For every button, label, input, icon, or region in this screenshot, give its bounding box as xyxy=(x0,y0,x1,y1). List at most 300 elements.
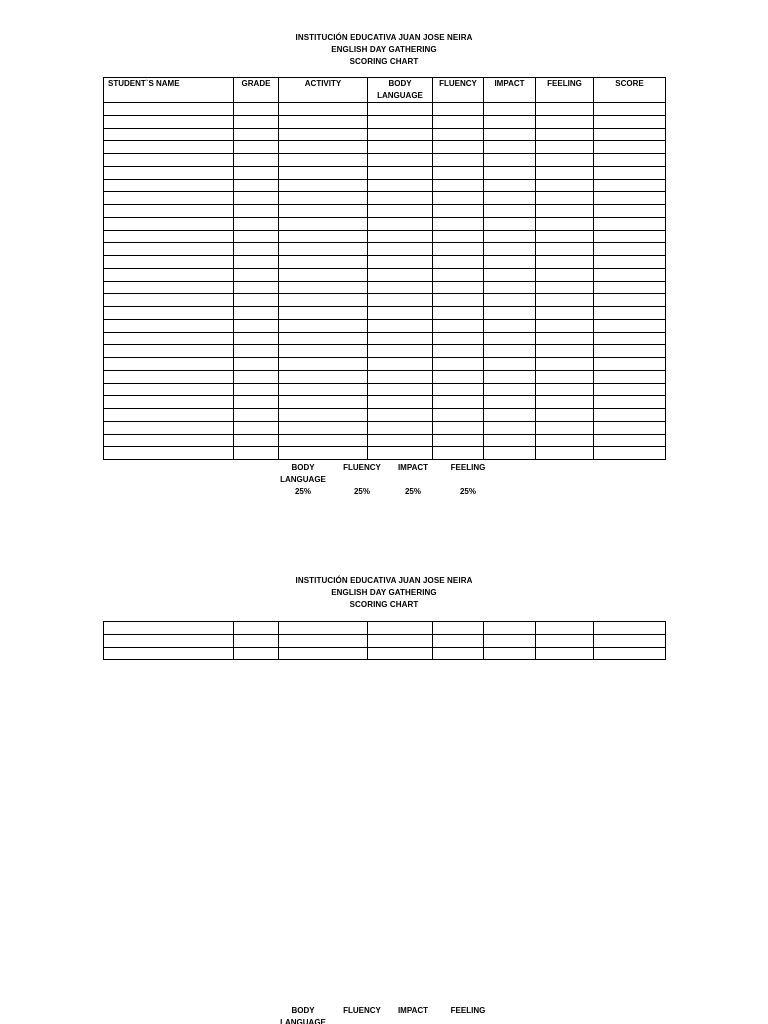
table-cell[interactable] xyxy=(536,141,594,154)
table-cell[interactable] xyxy=(234,307,279,320)
table-cell[interactable] xyxy=(279,396,368,409)
table-cell[interactable] xyxy=(484,345,536,358)
table-cell[interactable] xyxy=(104,307,234,320)
table-cell[interactable] xyxy=(484,647,536,660)
table-cell[interactable] xyxy=(279,103,368,116)
table-cell[interactable] xyxy=(536,319,594,332)
table-cell[interactable] xyxy=(234,647,279,660)
table-cell[interactable] xyxy=(104,647,234,660)
table-cell[interactable] xyxy=(536,332,594,345)
table-cell[interactable] xyxy=(484,217,536,230)
weight-pct-body: 25% xyxy=(294,487,311,496)
table-cell[interactable] xyxy=(484,358,536,371)
table-cell[interactable] xyxy=(594,128,666,141)
table-cell[interactable] xyxy=(368,103,433,116)
table-cell[interactable] xyxy=(536,634,594,647)
table-cell[interactable] xyxy=(433,634,484,647)
table-cell[interactable] xyxy=(279,230,368,243)
table-cell[interactable] xyxy=(368,332,433,345)
table-cell[interactable] xyxy=(433,141,484,154)
table-cell[interactable] xyxy=(104,154,234,167)
table-cell[interactable] xyxy=(594,647,666,660)
table-cell[interactable] xyxy=(279,128,368,141)
table-cell[interactable] xyxy=(594,154,666,167)
table-cell[interactable] xyxy=(484,243,536,256)
table-cell[interactable] xyxy=(484,370,536,383)
table-cell[interactable] xyxy=(279,332,368,345)
table-cell[interactable] xyxy=(368,434,433,447)
table-cell[interactable] xyxy=(536,370,594,383)
table-cell[interactable] xyxy=(484,421,536,434)
weight-pct-fluency: 25% xyxy=(353,487,370,496)
table-cell[interactable] xyxy=(368,179,433,192)
table-cell[interactable] xyxy=(234,396,279,409)
table-row xyxy=(104,307,666,320)
table-cell[interactable] xyxy=(594,383,666,396)
table-cell[interactable] xyxy=(368,256,433,269)
table-cell[interactable] xyxy=(536,409,594,422)
table-cell[interactable] xyxy=(433,243,484,256)
table-cell[interactable] xyxy=(234,622,279,635)
scoring-table-1 xyxy=(103,77,666,460)
weight-pct-impact: 25% xyxy=(404,487,421,496)
table-cell[interactable] xyxy=(104,294,234,307)
table-cell[interactable] xyxy=(536,128,594,141)
table-cell[interactable] xyxy=(484,281,536,294)
table-cell[interactable] xyxy=(594,115,666,128)
table-cell[interactable] xyxy=(279,434,368,447)
table-cell[interactable] xyxy=(594,205,666,218)
table-cell[interactable] xyxy=(433,154,484,167)
table-cell[interactable] xyxy=(536,647,594,660)
table-cell[interactable] xyxy=(536,268,594,281)
table-row xyxy=(104,268,666,281)
table-cell[interactable] xyxy=(594,217,666,230)
table-cell[interactable] xyxy=(484,268,536,281)
table-cell[interactable] xyxy=(279,281,368,294)
table-cell[interactable] xyxy=(536,217,594,230)
table-cell[interactable] xyxy=(368,396,433,409)
table-row xyxy=(104,256,666,269)
table-cell[interactable] xyxy=(536,166,594,179)
table-row xyxy=(104,192,666,205)
header-activity: ACTIVITY xyxy=(279,78,368,103)
table-cell[interactable] xyxy=(484,141,536,154)
table-cell[interactable] xyxy=(536,358,594,371)
table-cell[interactable] xyxy=(594,307,666,320)
table-row xyxy=(104,294,666,307)
table-cell[interactable] xyxy=(368,281,433,294)
table-cell[interactable] xyxy=(594,141,666,154)
header-score: SCORE xyxy=(594,78,666,103)
table-cell[interactable] xyxy=(279,634,368,647)
table-cell[interactable] xyxy=(279,647,368,660)
table-cell[interactable] xyxy=(104,205,234,218)
table-cell[interactable] xyxy=(594,409,666,422)
table-cell[interactable] xyxy=(368,243,433,256)
table-cell[interactable] xyxy=(433,192,484,205)
table-cell[interactable] xyxy=(104,230,234,243)
table-cell[interactable] xyxy=(279,256,368,269)
table-cell[interactable] xyxy=(433,370,484,383)
table-cell[interactable] xyxy=(594,179,666,192)
chart-name: SCORING CHART xyxy=(349,57,419,66)
table-cell[interactable] xyxy=(234,332,279,345)
table-cell[interactable] xyxy=(234,128,279,141)
table-cell[interactable] xyxy=(594,396,666,409)
table-row xyxy=(104,434,666,447)
table-cell[interactable] xyxy=(433,103,484,116)
table-cell[interactable] xyxy=(536,256,594,269)
table-cell[interactable] xyxy=(104,141,234,154)
table-cell[interactable] xyxy=(368,307,433,320)
table-cell[interactable] xyxy=(433,409,484,422)
header-row xyxy=(104,78,666,103)
table-cell[interactable] xyxy=(234,256,279,269)
table-cell[interactable] xyxy=(536,307,594,320)
table-cell[interactable] xyxy=(368,421,433,434)
table-cell[interactable] xyxy=(484,103,536,116)
table-cell[interactable] xyxy=(594,256,666,269)
table-cell[interactable] xyxy=(104,421,234,434)
table-cell[interactable] xyxy=(433,332,484,345)
table-cell[interactable] xyxy=(433,622,484,635)
table-cell[interactable] xyxy=(234,192,279,205)
table-cell[interactable] xyxy=(536,230,594,243)
table-cell[interactable] xyxy=(536,281,594,294)
weight-label-body-2: BODY xyxy=(291,1006,315,1015)
table-cell[interactable] xyxy=(104,332,234,345)
table-cell[interactable] xyxy=(433,383,484,396)
table-cell[interactable] xyxy=(279,421,368,434)
table-cell[interactable] xyxy=(484,634,536,647)
weight-label-language: LANGUAGE xyxy=(280,475,326,484)
table-cell[interactable] xyxy=(104,396,234,409)
table-cell[interactable] xyxy=(104,268,234,281)
table-cell[interactable] xyxy=(234,358,279,371)
table-cell[interactable] xyxy=(536,447,594,460)
table-cell[interactable] xyxy=(104,128,234,141)
table-cell[interactable] xyxy=(104,243,234,256)
table-cell[interactable] xyxy=(234,230,279,243)
weight-label-impact-2: IMPACT xyxy=(397,1006,429,1015)
table-row xyxy=(104,421,666,434)
table-cell[interactable] xyxy=(433,179,484,192)
table-cell[interactable] xyxy=(279,192,368,205)
table-cell[interactable] xyxy=(594,345,666,358)
table-cell[interactable] xyxy=(368,622,433,635)
scoring-table-2 xyxy=(103,621,666,660)
table-cell[interactable] xyxy=(368,268,433,281)
table-cell[interactable] xyxy=(484,332,536,345)
table-cell[interactable] xyxy=(279,319,368,332)
table-cell[interactable] xyxy=(104,383,234,396)
table-cell[interactable] xyxy=(594,192,666,205)
table-cell[interactable] xyxy=(536,294,594,307)
table-cell[interactable] xyxy=(484,154,536,167)
table-cell[interactable] xyxy=(594,166,666,179)
table-cell[interactable] xyxy=(484,622,536,635)
table-row xyxy=(104,622,666,635)
table-cell[interactable] xyxy=(484,166,536,179)
table-row xyxy=(104,217,666,230)
table-cell[interactable] xyxy=(594,622,666,635)
table-cell[interactable] xyxy=(433,281,484,294)
table-cell[interactable] xyxy=(368,205,433,218)
table-cell[interactable] xyxy=(536,434,594,447)
table-cell[interactable] xyxy=(104,345,234,358)
table-cell[interactable] xyxy=(104,409,234,422)
weight-label-body: BODY xyxy=(291,463,315,472)
table-cell[interactable] xyxy=(104,217,234,230)
table-cell[interactable] xyxy=(368,319,433,332)
table-cell[interactable] xyxy=(279,447,368,460)
table-cell[interactable] xyxy=(536,115,594,128)
table-cell[interactable] xyxy=(594,421,666,434)
table-cell[interactable] xyxy=(484,383,536,396)
table-cell[interactable] xyxy=(368,115,433,128)
table-cell[interactable] xyxy=(104,319,234,332)
table-cell[interactable] xyxy=(104,370,234,383)
table-cell[interactable] xyxy=(279,370,368,383)
table-cell[interactable] xyxy=(234,243,279,256)
weight-label-language-2: LANGUAGE xyxy=(280,1018,326,1024)
table-row xyxy=(104,409,666,422)
table-cell[interactable] xyxy=(368,230,433,243)
table-cell[interactable] xyxy=(536,192,594,205)
table-cell[interactable] xyxy=(104,166,234,179)
table-row xyxy=(104,103,666,116)
table-cell[interactable] xyxy=(104,192,234,205)
table-cell[interactable] xyxy=(433,230,484,243)
table-cell[interactable] xyxy=(594,358,666,371)
table-cell[interactable] xyxy=(594,370,666,383)
table-cell[interactable] xyxy=(368,409,433,422)
table-cell[interactable] xyxy=(368,358,433,371)
table-cell[interactable] xyxy=(279,154,368,167)
weight-label-impact: IMPACT xyxy=(397,463,429,472)
table-cell[interactable] xyxy=(594,243,666,256)
table-cell[interactable] xyxy=(234,294,279,307)
weight-label-feeling: FEELING xyxy=(450,463,486,472)
table-row xyxy=(104,179,666,192)
table-cell[interactable] xyxy=(433,268,484,281)
table-cell[interactable] xyxy=(279,294,368,307)
table-cell[interactable] xyxy=(279,141,368,154)
table-cell[interactable] xyxy=(234,370,279,383)
table-cell[interactable] xyxy=(594,230,666,243)
table-cell[interactable] xyxy=(279,622,368,635)
table-cell[interactable] xyxy=(368,141,433,154)
table-cell[interactable] xyxy=(433,128,484,141)
table-cell[interactable] xyxy=(234,319,279,332)
table-cell[interactable] xyxy=(433,345,484,358)
weight-feeling-2 xyxy=(442,1005,494,1017)
table-cell[interactable] xyxy=(279,307,368,320)
table-cell[interactable] xyxy=(104,358,234,371)
weight-label-feeling-2: FEELING xyxy=(450,1006,486,1015)
table-cell[interactable] xyxy=(484,319,536,332)
table-cell[interactable] xyxy=(594,294,666,307)
table-cell[interactable] xyxy=(368,166,433,179)
table-cell[interactable] xyxy=(234,409,279,422)
table-cell[interactable] xyxy=(536,421,594,434)
table-row xyxy=(104,332,666,345)
table-cell[interactable] xyxy=(484,396,536,409)
table-cell[interactable] xyxy=(234,141,279,154)
weight-body-language xyxy=(272,462,334,498)
table-cell[interactable] xyxy=(594,281,666,294)
table-cell[interactable] xyxy=(104,103,234,116)
table-cell[interactable] xyxy=(536,396,594,409)
table-cell[interactable] xyxy=(368,345,433,358)
table-cell[interactable] xyxy=(484,447,536,460)
table-cell[interactable] xyxy=(104,179,234,192)
table-cell[interactable] xyxy=(234,205,279,218)
chart-title-block-2 xyxy=(0,575,768,611)
table-cell[interactable] xyxy=(279,345,368,358)
weight-fluency-2 xyxy=(336,1005,388,1017)
table-cell[interactable] xyxy=(484,256,536,269)
table-cell[interactable] xyxy=(368,370,433,383)
table-cell[interactable] xyxy=(279,409,368,422)
table-cell[interactable] xyxy=(433,434,484,447)
table-row xyxy=(104,205,666,218)
table-cell[interactable] xyxy=(433,319,484,332)
table-cell[interactable] xyxy=(368,192,433,205)
chart-name-2: SCORING CHART xyxy=(349,600,419,609)
table-cell[interactable] xyxy=(279,115,368,128)
table-cell[interactable] xyxy=(594,434,666,447)
table-cell[interactable] xyxy=(433,358,484,371)
table-cell[interactable] xyxy=(433,205,484,218)
table-cell[interactable] xyxy=(536,345,594,358)
table-cell[interactable] xyxy=(234,383,279,396)
table-cell[interactable] xyxy=(279,166,368,179)
table-cell[interactable] xyxy=(234,345,279,358)
table-cell[interactable] xyxy=(234,103,279,116)
table-cell[interactable] xyxy=(484,115,536,128)
table-cell[interactable] xyxy=(536,179,594,192)
table-cell[interactable] xyxy=(104,256,234,269)
table-cell[interactable] xyxy=(279,383,368,396)
table-cell[interactable] xyxy=(104,622,234,635)
weight-label-fluency: FLUENCY xyxy=(343,463,381,472)
table-cell[interactable] xyxy=(368,154,433,167)
table-cell[interactable] xyxy=(484,205,536,218)
table-body-1 xyxy=(104,103,666,460)
table-cell[interactable] xyxy=(536,103,594,116)
table-cell[interactable] xyxy=(279,268,368,281)
table-cell[interactable] xyxy=(234,434,279,447)
table-cell[interactable] xyxy=(279,358,368,371)
table-cell[interactable] xyxy=(433,166,484,179)
table-cell[interactable] xyxy=(433,647,484,660)
table-cell[interactable] xyxy=(368,217,433,230)
table-cell[interactable] xyxy=(433,294,484,307)
table-cell[interactable] xyxy=(234,217,279,230)
event-name-2: ENGLISH DAY GATHERING xyxy=(331,588,437,597)
table-cell[interactable] xyxy=(594,103,666,116)
table-row xyxy=(104,370,666,383)
table-cell[interactable] xyxy=(368,294,433,307)
table-cell[interactable] xyxy=(433,396,484,409)
table-cell[interactable] xyxy=(368,447,433,460)
table-cell[interactable] xyxy=(234,281,279,294)
table-row xyxy=(104,447,666,460)
table-cell[interactable] xyxy=(234,179,279,192)
table-cell[interactable] xyxy=(433,256,484,269)
table-cell[interactable] xyxy=(368,383,433,396)
table-cell[interactable] xyxy=(104,281,234,294)
table-cell[interactable] xyxy=(104,634,234,647)
table-cell[interactable] xyxy=(104,447,234,460)
table-cell[interactable] xyxy=(433,421,484,434)
weight-pct-feeling: 25% xyxy=(459,487,476,496)
table-cell[interactable] xyxy=(368,634,433,647)
table-row xyxy=(104,115,666,128)
weight-body-language-2 xyxy=(272,1005,334,1024)
table-cell[interactable] xyxy=(484,128,536,141)
table-cell[interactable] xyxy=(484,294,536,307)
table-cell[interactable] xyxy=(433,307,484,320)
table-cell[interactable] xyxy=(433,447,484,460)
table-cell[interactable] xyxy=(279,205,368,218)
table-cell[interactable] xyxy=(536,243,594,256)
table-cell[interactable] xyxy=(484,230,536,243)
table-cell[interactable] xyxy=(484,434,536,447)
table-cell[interactable] xyxy=(234,268,279,281)
table-cell[interactable] xyxy=(594,268,666,281)
table-cell[interactable] xyxy=(234,115,279,128)
weight-impact xyxy=(389,462,437,498)
table-cell[interactable] xyxy=(104,115,234,128)
table-cell[interactable] xyxy=(433,115,484,128)
table-cell[interactable] xyxy=(484,409,536,422)
table-cell[interactable] xyxy=(368,128,433,141)
table-cell[interactable] xyxy=(536,622,594,635)
table-cell[interactable] xyxy=(368,647,433,660)
institution-name: INSTITUCIÓN EDUCATIVA JUAN JOSE NEIRA xyxy=(295,33,473,42)
table-cell[interactable] xyxy=(279,179,368,192)
table-cell[interactable] xyxy=(234,154,279,167)
table-cell[interactable] xyxy=(594,447,666,460)
table-cell[interactable] xyxy=(536,205,594,218)
table-cell[interactable] xyxy=(594,634,666,647)
table-row xyxy=(104,345,666,358)
table-cell[interactable] xyxy=(536,383,594,396)
table-cell[interactable] xyxy=(536,154,594,167)
table-cell[interactable] xyxy=(234,447,279,460)
table-cell[interactable] xyxy=(234,166,279,179)
table-cell[interactable] xyxy=(484,307,536,320)
table-cell[interactable] xyxy=(234,634,279,647)
table-cell[interactable] xyxy=(433,217,484,230)
table-cell[interactable] xyxy=(279,243,368,256)
table-cell[interactable] xyxy=(104,434,234,447)
table-row xyxy=(104,319,666,332)
table-row xyxy=(104,128,666,141)
table-cell[interactable] xyxy=(234,421,279,434)
table-cell[interactable] xyxy=(594,332,666,345)
table-cell[interactable] xyxy=(594,319,666,332)
header-student-name: STUDENT`S NAME xyxy=(104,78,234,103)
table-cell[interactable] xyxy=(484,179,536,192)
table-cell[interactable] xyxy=(279,217,368,230)
weight-feeling xyxy=(442,462,494,498)
table-row xyxy=(104,166,666,179)
table-cell[interactable] xyxy=(484,192,536,205)
